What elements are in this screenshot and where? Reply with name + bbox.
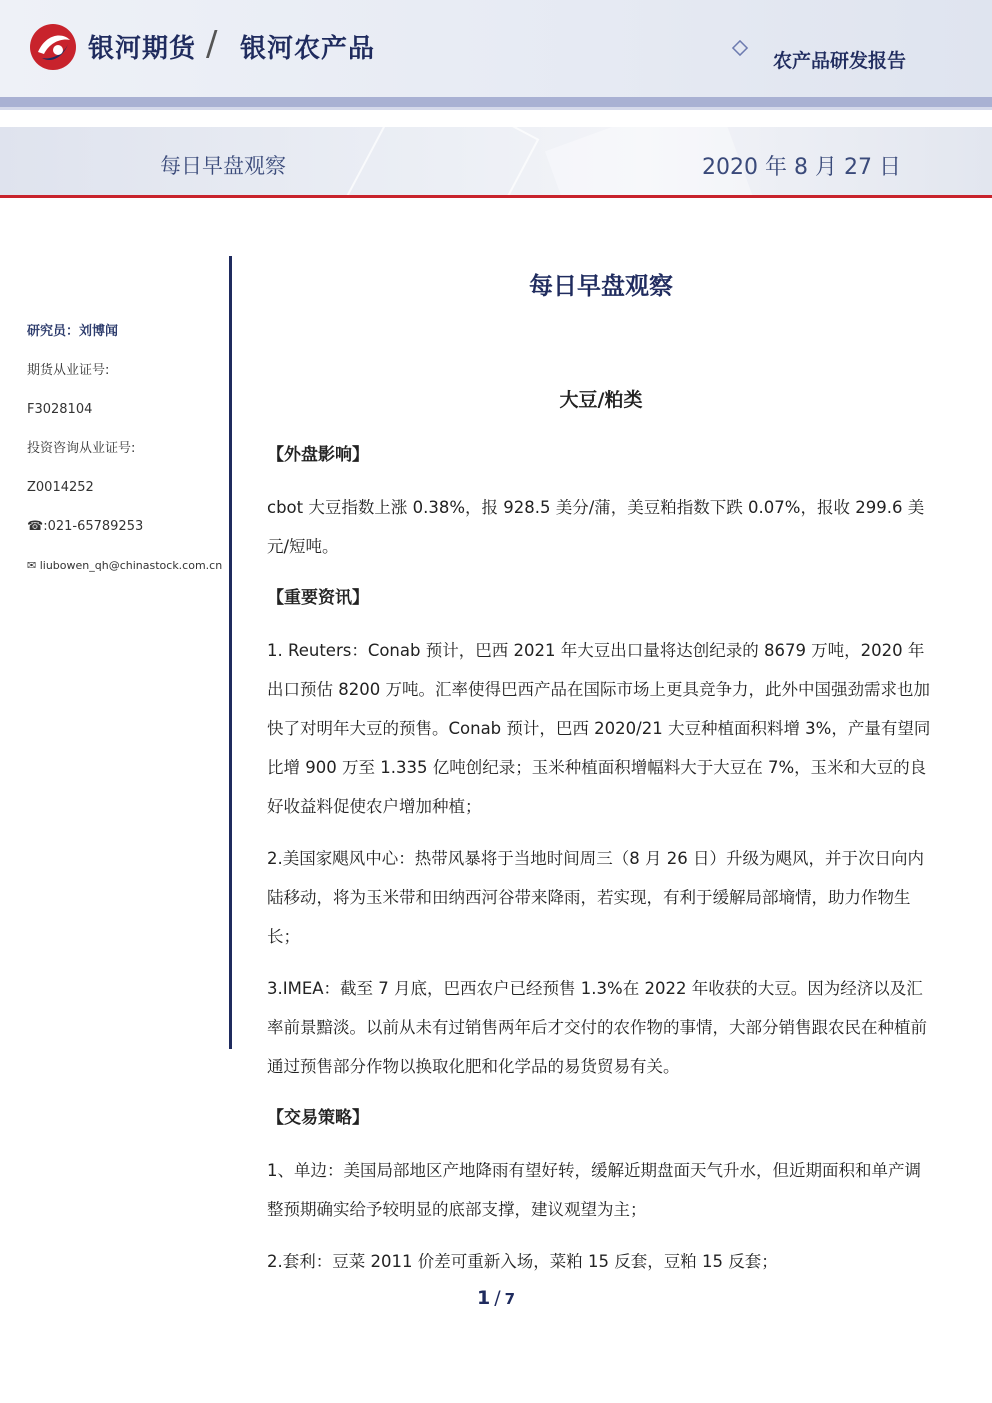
email-address[interactable]	[27, 554, 227, 593]
mail-icon: ✉	[27, 559, 40, 572]
band-report-name: 每日早盘观察	[160, 154, 286, 178]
heading-external: 【外盘影响】	[267, 445, 369, 465]
yinhe-logo-icon	[28, 22, 78, 72]
news-item-3: 3.IMEA：截至 7 月底，巴西农户已经预售 1.3%在 2022 年收获的大豆。因为经济以及汇率前景黯淡。以前从未有过销售两年后才交付的农作物的事情，大部分销售跟农民在种植前通过预售部分作物以换取化肥和化学品的易货贸易有关。	[267, 979, 927, 1076]
red-divider	[0, 195, 992, 198]
decorative-line-icon	[380, 40, 760, 60]
advisory-cert-number: Z0014252	[27, 480, 94, 495]
advisory-cert-label: 投资咨询从业证号:	[27, 441, 136, 456]
phone-number: ☎:021-65789253	[27, 519, 144, 534]
report-type: 农产品研发报告	[773, 50, 907, 72]
email-text[interactable]: liubowen_qh@chinastock.com.cn	[39, 559, 223, 572]
news-item-1: 1. Reuters：Conab 预计，巴西 2021 年大豆出口量将达创纪录的 8679 万吨，2020 年出口预估 8200 万吨。汇率使得巴西产品在国际市场上更具竞争力，此外中国强劲需求也加快了对明年大豆的预售。Conab 预计，巴西 2020/21 大豆种植面积料增 3%，产量有望同比增 900 万至 1.335 亿吨创纪录；玉米种植面积增幅料大于大豆在 7%，玉米和大豆的良好收益料促使农户增加种植；	[267, 641, 931, 816]
brand-divider: /	[206, 24, 218, 64]
analyst-sidebar	[27, 320, 227, 593]
news-item-2: 2.美国家飓风中心：热带风暴将于当地时间周三（8 月 26 日）升级为飓风，并于次日向内陆移动，将为玉米带和田纳西河谷带来降雨，若实现，有利于缓解局部墒情，助力作物生长；	[267, 849, 924, 946]
total-pages: 7	[504, 1290, 516, 1308]
header-stripe-thin	[0, 107, 992, 110]
strategy-item-2: 2.套利：豆菜 2011 价差可重新入场，菜粕 15 反套，豆粕 15 反套；	[267, 1252, 778, 1271]
band-date: 2020 年 8 月 27 日	[702, 155, 901, 180]
heading-strategy: 【交易策略】	[267, 1108, 369, 1128]
strategy-item-1: 1、单边：美国局部地区产地降雨有望好转，缓解近期盘面天气升水，但近期面积和单产调整预期确实给予较明显的底部支撑，建议观望为主；	[267, 1161, 921, 1219]
section-title: 大豆/粕类	[559, 389, 643, 411]
page-number	[0, 1287, 992, 1309]
brand-subname: 银河农产品	[240, 34, 376, 64]
futures-cert-label: 期货从业证号:	[27, 363, 110, 378]
page-separator: /	[494, 1287, 501, 1309]
page-title: 每日早盘观察	[529, 272, 673, 300]
brand-name: 银河期货	[88, 34, 197, 64]
decorative-shape	[345, 127, 540, 195]
futures-cert-number: F3028104	[27, 402, 93, 417]
heading-news: 【重要资讯】	[267, 588, 369, 608]
current-page: 1	[476, 1287, 491, 1309]
header-band	[0, 0, 992, 97]
sidebar-divider	[229, 256, 232, 1049]
researcher-name: 研究员：刘博闻	[27, 324, 119, 339]
header-stripe	[0, 97, 992, 107]
paragraph-external: cbot 大豆指数上涨 0.38%，报 928.5 美分/蒲，美豆粕指数下跌 0.07%，报收 299.6 美元/短吨。	[267, 498, 925, 556]
